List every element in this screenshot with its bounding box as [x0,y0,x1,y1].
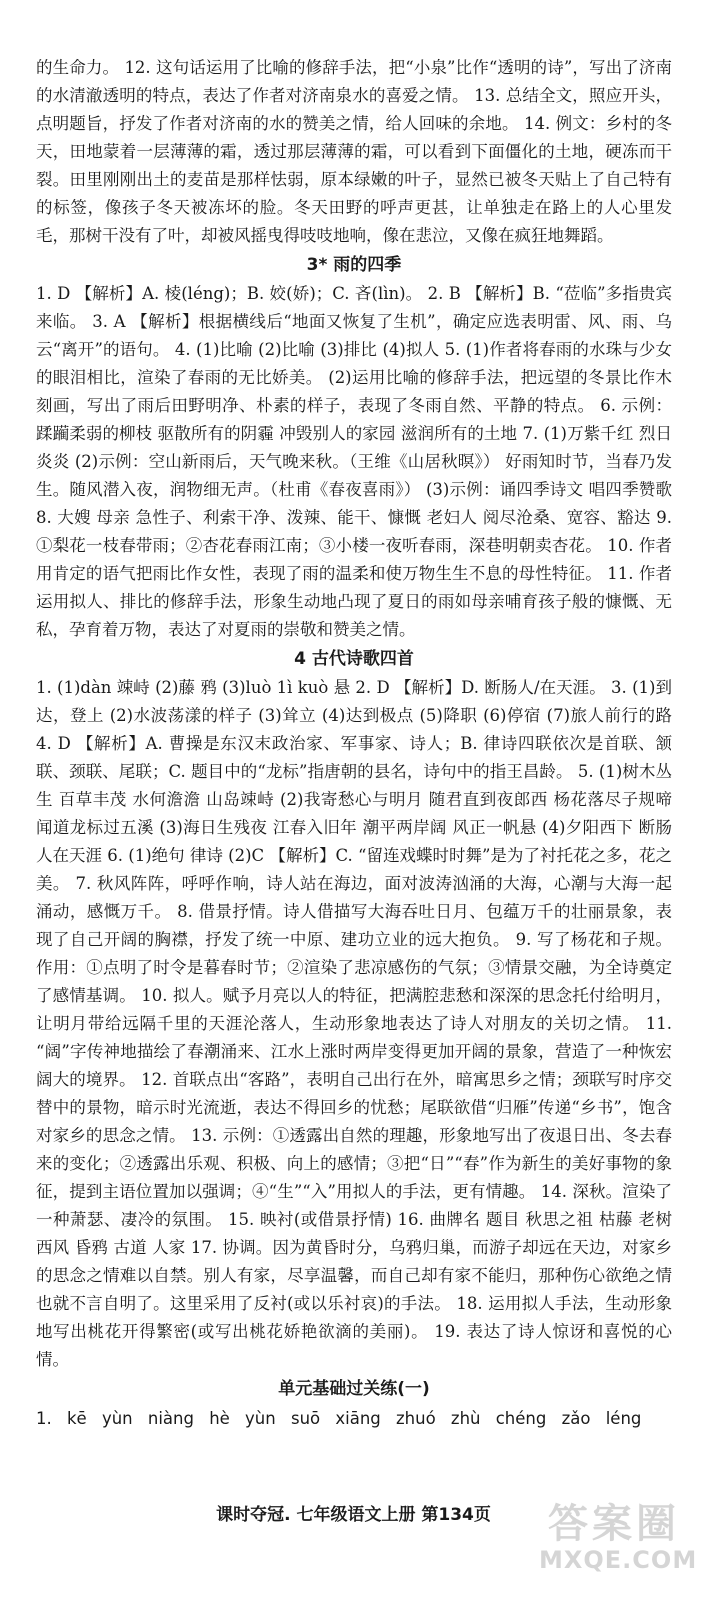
answer-page [36,54,672,1434]
section-title-ancient-poems: 4 古代诗歌四首 [294,649,414,669]
section-title-unit-practice: 单元基础过关练(一) [278,1379,430,1399]
watermark-title: 答案圈 [548,1501,680,1547]
prev-section-answers: 的生命力。 12. 这句话运用了比喻的修辞手法，把“小泉”比作“透明的诗”，写出了济南的水清澈透明的特点，表达了作者对济南泉水的喜爱之情。 13. 总结全文，照应开头，点明题旨，抒发了作者对济南的水的赞美之情，给人回味的余地。 14. 例文：乡村的冬天，田地蒙着一层薄薄的霜，透过那层薄薄的霜，可以看到下面僵化的土地，硬冻而干裂。田里刚刚出土的麦苗是那样怯弱，原本绿嫩的叶子，显然已被冬天贴上了自己特有的标签，像孩子冬天被冻坏的脸。冬天田野的呼声更甚，让单独走在路上的人心里发毛，那树干没有了叶，却被风摇曳得吱吱地响，像在悲泣，又像在疯狂地舞蹈。 [36,58,672,245]
watermark-url: MXQE.COM [539,1546,698,1574]
section-title-rain-seasons: 3* 雨的四季 [306,255,402,275]
rain-seasons-answers: 1. D 【解析】A. 棱(léng)；B. 姣(娇)；C. 吝(lìn)。 2. B 【解析】B. “莅临”多指贵宾来临。 3. A 【解析】根据横线后“地面又恢复了生机”，确定应选表明雷、风、雨、乌云“离开”的语句。 4. (1)比喻 (2)比喻 (3)排比 (4)拟人 5. (1)作者将春雨的水珠与少女的眼泪相比，渲染了春雨的无比娇美。 (2)运用比喻的修辞手法，把远望的冬景比作木刻画，写出了雨后田野明净、朴素的样子，表现了冬雨自然、平静的特点。 6. 示例：蹂躏柔弱的柳枝 驱散所有的阴霾 冲毁别人的家园 滋润所有的土地 7. (1)万紫千红 烈日炎炎 (2)示例：空山新雨后，天气晚来秋。（王维《山居秋暝》） 好雨知时节，当春乃发生。随风潜入夜，润物细无声。（杜甫《春夜喜雨》） (3)示例：诵四季诗文 唱四季赞歌 8. 大嫂 母亲 急性子、利索干净、泼辣、能干、慷慨 老妇人 阅尽沧桑、宽容、豁达 9. ①梨花一枝春带雨；②杏花春雨江南；③小楼一夜听春雨，深巷明朝卖杏花。 10. 作者用肯定的语气把雨比作女性，表现了雨的温柔和使万物生生不息的母性特征。 11. 作者运用拟人、排比的修辞手法，形象生动地凸现了夏日的雨如母亲哺育孩子般的慷慨、无私，孕育着万物，表达了对夏雨的崇敬和赞美之情。 [36,284,672,639]
page-footer: 课时夺冠. 七年级语文上册 第134页 [216,1505,491,1525]
ancient-poems-answers: 1. (1)dàn 竦峙 (2)藤 鸦 (3)luò 1ì kuò 悬 2. D 【解析】D. 断肠人/在天涯。 3. (1)到达，登上 (2)水波荡漾的样子 (3)耸立 (4)达到极点 (5)降职 (6)停宿 (7)旅人前行的路 4. D 【解析】A. 曹操是东汉末政治家、军事家、诗人；B. 律诗四联依次是首联、颔联、颈联、尾联；C. 题目中的“龙标”指唐朝的县名，诗句中的指王昌龄。 5. (1)树木丛生 百草丰茂 水何澹澹 山岛竦峙 (2)我寄愁心与明月 随君直到夜郎西 杨花落尽子规啼 闻道龙标过五溪 (3)海日生残夜 江春入旧年 潮平两岸阔 风正一帆悬 (4)夕阳西下 断肠人在天涯 6. (1)绝句 律诗 (2)C 【解析】C. “留连戏蝶时时舞”是为了衬托花之多，花之美。 7. 秋风阵阵，呼呼作响，诗人站在海边，面对波涛汹涌的大海，心潮与大海一起涌动，感慨万千。 8. 借景抒情。诗人借描写大海吞吐日月、包蕴万千的壮丽景象，表现了自己开阔的胸襟，抒发了统一中原、建功立业的远大抱负。 9. 写了杨花和子规。作用：①点明了时令是暮春时节；②渲染了悲凉感伤的气氛；③情景交融，为全诗奠定了感情基调。 10. 拟人。赋予月亮以人的特征，把满腔悲愁和深深的思念托付给明月，让明月带给远隔千里的天涯沦落人，生动形象地表达了诗人对朋友的关切之情。 11. “阔”字传神地描绘了春潮涌来、江水上涨时两岸变得更加开阔的景象，营造了一种恢宏阔大的境界。 12. 首联点出“客路”，表明自己出行在外，暗寓思乡之情；颈联写时序交替中的景物，暗示时光流逝，表达不得回乡的忧愁；尾联欲借“归雁”传递“乡书”，饱含对家乡的思念之情。 13. 示例：①透露出自然的理趣，形象地写出了夜退日出、冬去春来的变化；②透露出乐观、积极、向上的感情；③把“日”“春”作为新生的美好事物的象征，提到主语位置加以强调；④“生”“入”用拟人的手法，更有情趣。 14. 深秋。渲染了一种萧瑟、凄冷的氛围。 15. 映衬(或借景抒情) 16. 曲牌名 题目 秋思之祖 枯藤 老树 西风 昏鸦 古道 人家 17. 协调。因为黄昏时分，乌鸦归巢，而游子却远在天边，对家乡的思念之情难以自禁。别人有家，尽享温馨，而自己却有家不能归，那种伤心欲绝之情也就不言自明了。这里采用了反衬(或以乐衬哀)的手法。 18. 运用拟人手法，生动形象地写出桃花开得繁密(或写出桃花娇艳欲滴的美丽)。 19. 表达了诗人惊讶和喜悦的心情。 [36,678,672,1369]
watermark-logo [539,1501,698,1582]
unit-practice-pinyin: 1. kē yùn niàng hè yùn suō xiāng zhuó zhù chéng zǎo léng [36,1409,642,1428]
